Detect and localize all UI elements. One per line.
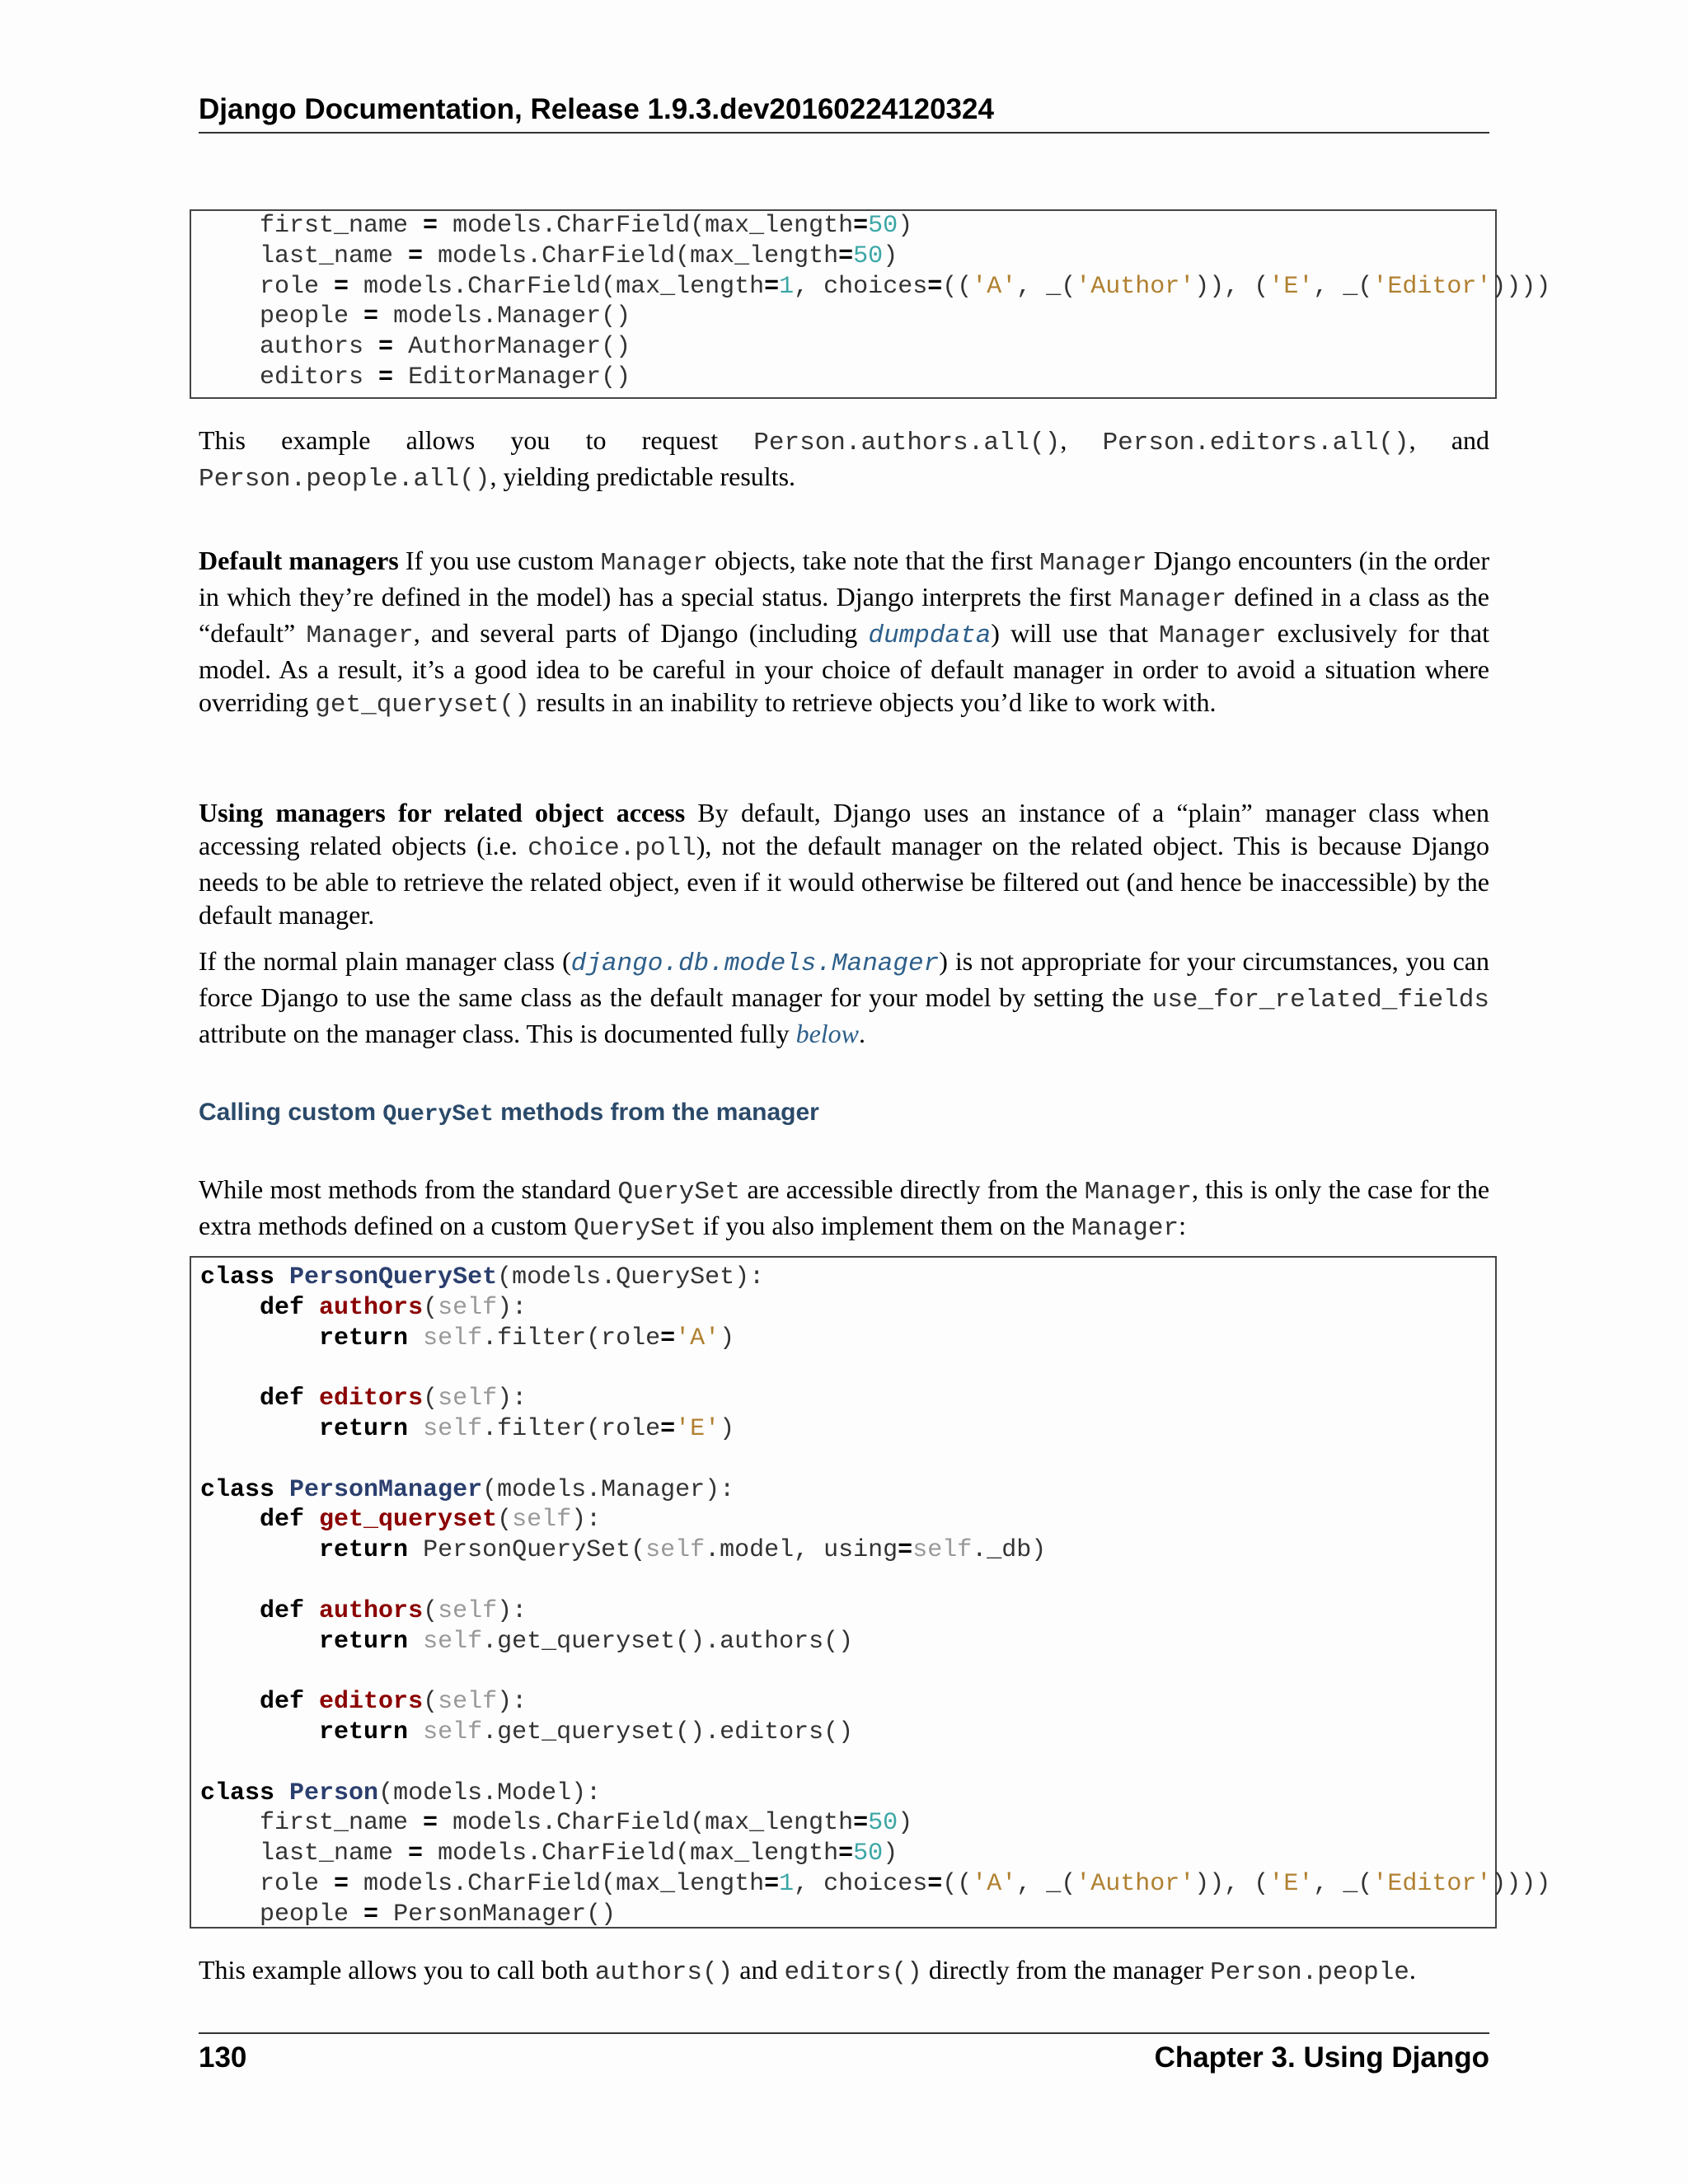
code-line: class PersonQuerySet(models.QuerySet): xyxy=(200,1263,765,1291)
code-line: class PersonManager(models.Manager): xyxy=(200,1475,735,1504)
code-line: def authors(self): xyxy=(260,1596,528,1625)
run-in-heading: Using managers for related object access xyxy=(199,798,686,827)
code-line: first_name = models.CharField(max_length=50) xyxy=(200,212,913,240)
code-line: return self.filter(role='E') xyxy=(319,1414,735,1443)
code-line: def authors(self): xyxy=(260,1293,528,1322)
run-in-heading: Default managers xyxy=(199,546,399,575)
code-line: people = models.Manager() xyxy=(200,302,631,331)
paragraph-default-managers: Default managers If you use custom Manager objects, take note that the first Manager Django encounters (in the order in which they’re defined in the model) has a special status. Django interprets the first Manager defined in a class as the “default” Manager, and several parts of Django (including dumpdata) will use that Manager exclusively for that model. As a result, it’s a good idea to be careful in your choice of default manager in order to avoid a situation where overriding get_queryset() results in an inability to retrieve objects you’d like to work with. xyxy=(199,546,1490,719)
code-line: return PersonQuerySet(self.model, using=self._db) xyxy=(319,1536,1047,1565)
code-line: editors = EditorManager() xyxy=(200,363,631,391)
code-line: last_name = models.CharField(max_length=50) xyxy=(200,1840,898,1868)
chapter-title: Chapter 3. Using Django xyxy=(1154,2041,1489,2074)
code-listing xyxy=(191,211,1551,393)
below-link[interactable]: below xyxy=(795,1019,859,1048)
dumpdata-link[interactable]: dumpdata xyxy=(868,621,992,650)
code-line: return self.get_queryset().authors() xyxy=(319,1627,854,1656)
code-line: def editors(self): xyxy=(260,1688,528,1717)
manager-class-link[interactable]: django.db.models.Manager xyxy=(570,949,940,978)
running-header: Django Documentation, Release 1.9.3.dev20160224120324 xyxy=(199,91,1489,134)
code-line: role = models.CharField(max_length=1, choices=(('A', _('Author')), ('E', _('Editor')))) xyxy=(200,1869,1551,1898)
code-block-person-model xyxy=(190,209,1551,399)
code-line: last_name = models.CharField(max_length=50) xyxy=(200,241,898,270)
code-listing xyxy=(191,1263,1551,1930)
code-line: role = models.CharField(max_length=1, choices=(('A', _('Author')), ('E', _('Editor')))) xyxy=(200,272,1551,301)
running-footer xyxy=(199,2032,1489,2077)
code-line: first_name = models.CharField(max_length=50) xyxy=(200,1809,913,1838)
paragraph-queryset-methods: While most methods from the standard QuerySet are accessible directly from the Manager, this is only the case for the extra methods defined on a custom QuerySet if you also implement them on the Manager: xyxy=(199,1174,1490,1243)
paragraph-use-for-related-fields: If the normal plain manager class (django.db.models.Manager) is not appropriate for your circumstances, you can force Django to use the same class as the default manager for your model by setting the use_for_related_fields attribute on the manager class. This is documented fully below. xyxy=(199,946,1490,1048)
code-line: return self.filter(role='A') xyxy=(319,1324,735,1352)
page-number: 130 xyxy=(199,2041,247,2074)
code-line: people = PersonManager() xyxy=(200,1900,617,1929)
code-line: def get_queryset(self): xyxy=(260,1506,602,1535)
paragraph-example-results: This example allows you to request Person.authors.all(), Person.editors.all(), and Person.people.all(), yielding predictable results. xyxy=(199,425,1490,494)
paragraph-call-both: This example allows you to call both authors() and editors() directly from the manager Person.people. xyxy=(199,1955,1416,1987)
code-line: return self.get_queryset().editors() xyxy=(319,1718,854,1746)
section-heading: Calling custom QuerySet methods from the manager xyxy=(199,1099,819,1127)
code-line: authors = AuthorManager() xyxy=(200,333,631,362)
code-block-person-queryset xyxy=(190,1256,1551,1929)
code-line: def editors(self): xyxy=(260,1385,528,1413)
paragraph-related-object-access: Using managers for related object access By default, Django uses an instance of a “plain” manager class when accessing related objects (i.e. choice.poll), not the default manager on the related object. This is because Django needs to be able to retrieve the related object, even if it would otherwise be filtered out (and hence be inaccessible) by the default manager. xyxy=(199,798,1490,930)
code-line: class Person(models.Model): xyxy=(200,1779,602,1807)
